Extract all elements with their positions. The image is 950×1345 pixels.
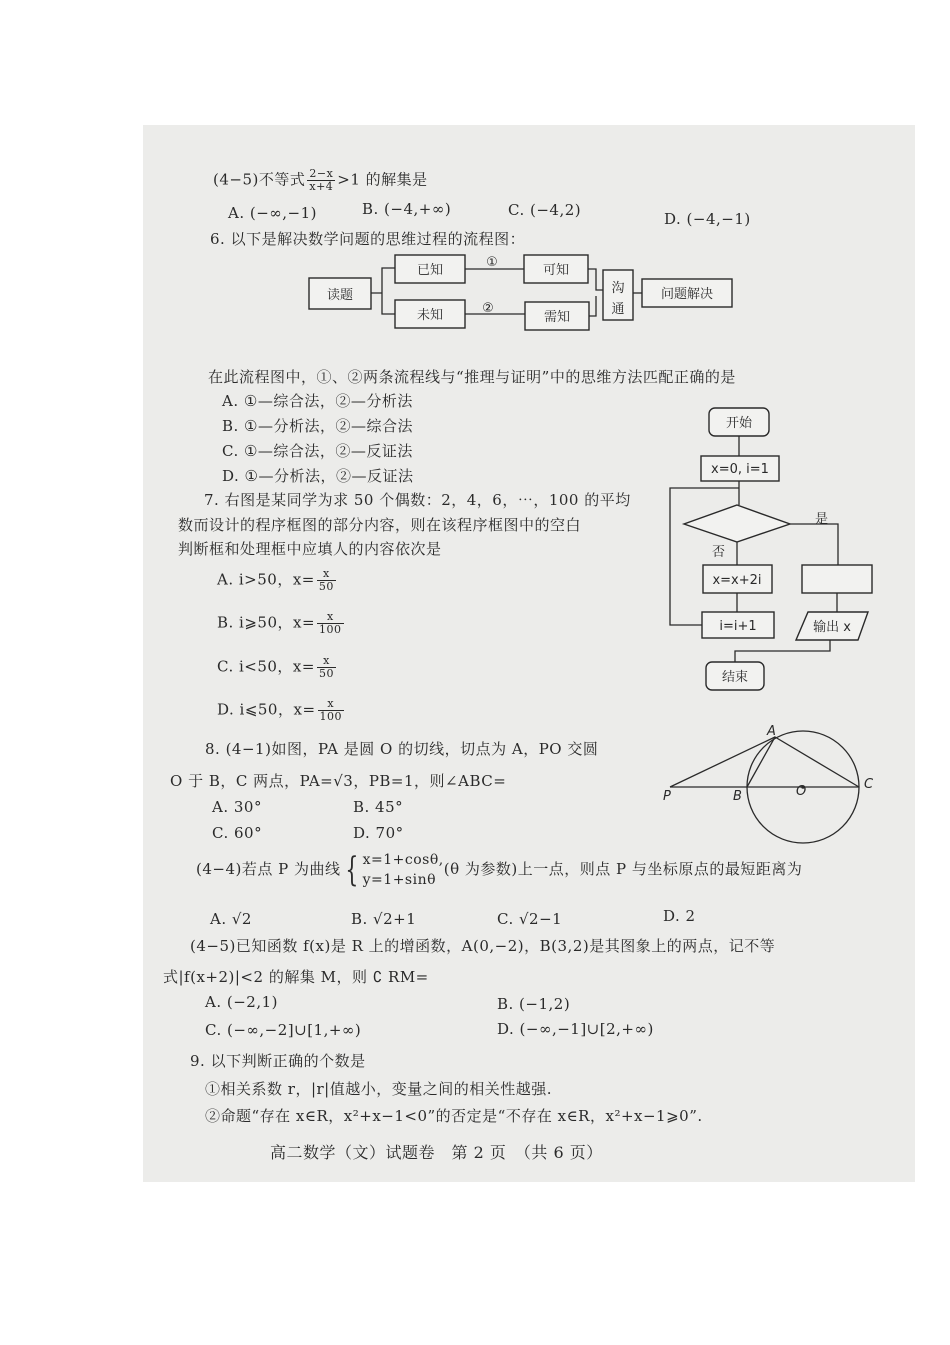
q45a-option-d: D. (−4,−1) bbox=[664, 210, 751, 228]
page-footer: 高二数学（文）试题卷 第 2 页 （共 6 页） bbox=[270, 1143, 603, 1162]
q45a-stem: (4−5)不等式 $\frac{2-x}{x+4}$ >1 的解集是 bbox=[213, 167, 428, 193]
increment-label: i=i+1 bbox=[719, 619, 757, 634]
point-b: B bbox=[733, 789, 742, 804]
mark-2: ② bbox=[482, 301, 494, 316]
end-label: 结束 bbox=[721, 670, 749, 685]
point-c: C bbox=[864, 777, 874, 792]
q7-line1: 7. 右图是某同学为求 50 个偶数：2，4，6，⋯，100 的平均 bbox=[204, 491, 631, 509]
tangent-pa bbox=[670, 737, 775, 787]
q6-option-d: D. ①—分析法，②—反证法 bbox=[222, 467, 414, 485]
process-label: x=x+2i bbox=[712, 573, 762, 588]
point-a: A bbox=[767, 724, 776, 739]
q8-line1: 8. (4−1)如图，PA 是圆 O 的切线，切点为 A，PO 交圆 bbox=[205, 740, 599, 758]
yes-label: 是 bbox=[815, 512, 829, 527]
q45a-option-a: A. (−∞,−1) bbox=[228, 204, 318, 222]
q8-option-a: A. 30° bbox=[212, 798, 262, 816]
q8-option-b: B. 45° bbox=[353, 798, 404, 816]
init-label: x=0, i=1 bbox=[711, 462, 769, 477]
q44-option-a: A. √2 bbox=[210, 910, 252, 928]
mark-1: ① bbox=[486, 255, 498, 270]
no-label: 否 bbox=[712, 545, 726, 560]
q7-option-d: D. i⩽50，x= $\frac{x}{100}$ bbox=[217, 697, 343, 723]
q9-item2: ②命题“存在 x∈R，x²+x−1<0”的否定是“不存在 x∈R，x²+x−1⩾0”. bbox=[205, 1107, 703, 1125]
q45b-option-d: D. (−∞,−1]∪[2,+∞) bbox=[497, 1020, 654, 1038]
q7-option-b: B. i⩾50，x= $\frac{x}{100}$ bbox=[217, 610, 342, 636]
q8-option-d: D. 70° bbox=[353, 824, 404, 842]
q44-option-b: B. √2+1 bbox=[351, 910, 417, 928]
q9-stem: 9. 以下判断正确的个数是 bbox=[190, 1052, 366, 1070]
q6-option-b: B. ①—分析法，②—综合法 bbox=[222, 417, 414, 435]
q7-line2: 数而设计的程序框图的部分内容，则在该程序框图中的空白 bbox=[178, 516, 582, 534]
q7-line3: 判断框和处理框中应填人的内容依次是 bbox=[178, 540, 442, 558]
q6-question: 在此流程图中，①、②两条流程线与“推理与证明”中的思维方法匹配正确的是 bbox=[208, 368, 736, 386]
triangle-abc bbox=[747, 737, 859, 787]
solve-label: 问题解决 bbox=[660, 287, 714, 302]
decision-diamond bbox=[684, 505, 790, 542]
point-o: O bbox=[796, 784, 807, 799]
q45a-fraction: $\frac{2-x}{x+4}$ bbox=[309, 167, 334, 193]
start-label: 开始 bbox=[725, 416, 753, 431]
q8-line2: O 于 B，C 两点，PA=√3，PB=1，则∠ABC= bbox=[170, 772, 507, 790]
derivable-label: 可知 bbox=[542, 263, 570, 278]
point-p: P bbox=[663, 789, 671, 804]
read-label: 读题 bbox=[326, 288, 354, 303]
q8-option-c: C. 60° bbox=[212, 824, 263, 842]
q45b-line1: (4−5)已知函数 f(x)是 R 上的增函数，A(0,−2)，B(3,2)是其图象上的两点，记不等 bbox=[190, 937, 776, 955]
output-label: 输出 x bbox=[813, 620, 851, 635]
q9-item1: ①相关系数 r，|r|值越小，变量之间的相关性越强. bbox=[205, 1080, 552, 1098]
q45a-option-b: B. (−4,+∞) bbox=[362, 200, 452, 218]
communicate-label-1: 沟 bbox=[611, 281, 625, 296]
q44-stem: (4−4)若点 P 为曲线 { x=1+cosθ, y=1+sinθ (θ 为参数)上一点，则点 P 与坐标原点的最短距离为 bbox=[196, 850, 803, 890]
q45b-option-b: B. (−1,2) bbox=[497, 995, 571, 1013]
q6-stem: 6. 以下是解决数学问题的思维过程的流程图： bbox=[210, 230, 526, 248]
communicate-label-2: 通 bbox=[611, 302, 625, 317]
q44-option-d: D. 2 bbox=[663, 907, 696, 925]
q45b-option-a: A. (−2,1) bbox=[205, 993, 278, 1011]
q45b-line2: 式|f(x+2)|<2 的解集 M，则 ∁ RM= bbox=[163, 968, 429, 986]
q7-option-a: A. i>50，x= $\frac{x}{50}$ bbox=[217, 567, 334, 593]
q45a-option-c: C. (−4,2) bbox=[508, 201, 582, 219]
q45b-option-c: C. (−∞,−2]∪[1,+∞) bbox=[205, 1021, 362, 1039]
q7-option-c: C. i<50，x= $\frac{x}{50}$ bbox=[217, 654, 334, 680]
needed-label: 需知 bbox=[543, 310, 571, 325]
q44-option-c: C. √2−1 bbox=[497, 910, 563, 928]
known-label: 已知 bbox=[416, 263, 444, 278]
q6-option-c: C. ①—综合法，②—反证法 bbox=[222, 442, 413, 460]
unknown-label: 未知 bbox=[416, 308, 444, 323]
q6-option-a: A. ①—综合法，②—分析法 bbox=[222, 392, 413, 410]
blank-process-box bbox=[802, 565, 872, 593]
